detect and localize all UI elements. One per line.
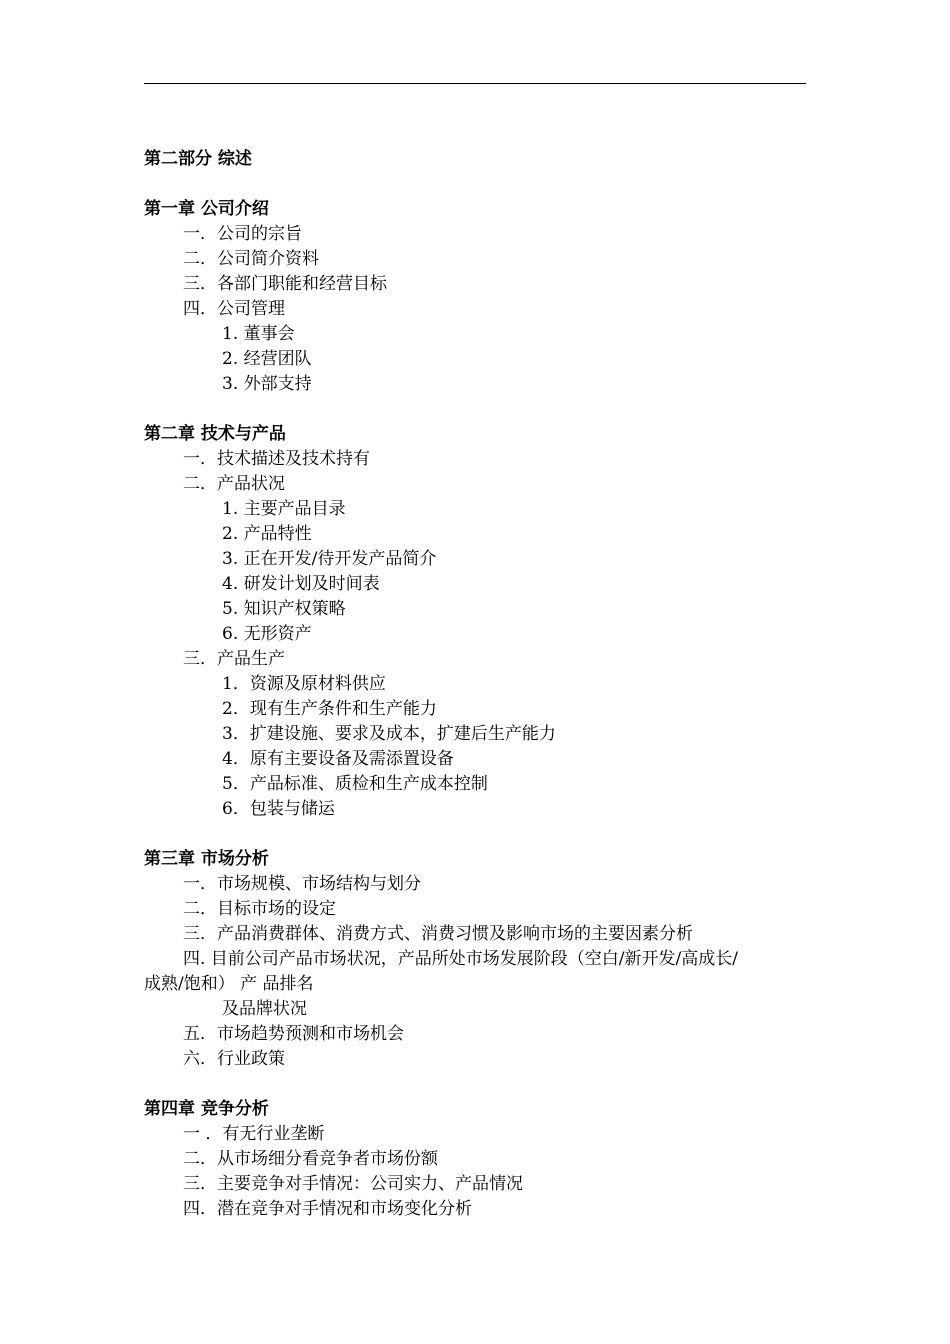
list-item: 四．公司管理: [183, 299, 285, 319]
list-item: 一．市场规模、市场结构与划分: [183, 874, 421, 894]
list-item: 三．产品生产: [183, 649, 285, 669]
list-item: 三．产品消费群体、消费方式、消费习惯及影响市场的主要因素分析: [183, 924, 693, 944]
sub-list-item: 6．包装与储运: [222, 799, 335, 819]
sub-list-item: 5．产品标准、质检和生产成本控制: [222, 774, 488, 794]
list-item: 五．市场趋势预测和市场机会: [183, 1024, 404, 1044]
chapter-4-title: 第四章 竞争分析: [144, 1099, 269, 1119]
sub-list-item: 4．原有主要设备及需添置设备: [222, 749, 454, 769]
list-item: 二．目标市场的设定: [183, 899, 336, 919]
list-item-continuation: 及品牌状况: [222, 999, 307, 1019]
sub-list-item: 3. 外部支持: [222, 374, 312, 394]
list-item: 二．公司简介资料: [183, 249, 319, 269]
chapter-2-title: 第二章 技术与产品: [144, 424, 286, 444]
sub-list-item: 2. 经营团队: [222, 349, 312, 369]
list-item: 一 ．有无行业垄断: [183, 1124, 325, 1144]
sub-list-item: 3. 正在开发/待开发产品简介: [222, 549, 437, 569]
chapter-3-title: 第三章 市场分析: [144, 849, 269, 869]
sub-list-item: 2. 产品特性: [222, 524, 312, 544]
list-item: 二．产品状况: [183, 474, 285, 494]
list-item: 四．潜在竞争对手情况和市场变化分析: [183, 1199, 472, 1219]
sub-list-item: 2．现有生产条件和生产能力: [222, 699, 437, 719]
list-item: 二．从市场细分看竞争者市场份额: [183, 1149, 438, 1169]
list-item: 三．主要竞争对手情况：公司实力、产品情况: [183, 1174, 523, 1194]
list-item: 六．行业政策: [183, 1049, 285, 1069]
list-item: 一．公司的宗旨: [183, 224, 302, 244]
sub-list-item: 1. 主要产品目录: [222, 499, 346, 519]
part-title: 第二部分 综述: [144, 149, 252, 169]
list-item: 四. 目前公司产品市场状况，产品所处市场发展阶段（空白/新开发/高成长/: [183, 949, 738, 969]
sub-list-item: 5. 知识产权策略: [222, 599, 346, 619]
sub-list-item: 1. 董事会: [222, 324, 295, 344]
sub-list-item: 6. 无形资产: [222, 624, 312, 644]
chapter-1-title: 第一章 公司介绍: [144, 199, 269, 219]
list-item: 三．各部门职能和经营目标: [183, 274, 387, 294]
document-body: [144, 147, 808, 1222]
sub-list-item: 4. 研发计划及时间表: [222, 574, 380, 594]
header-rule: [144, 83, 806, 84]
sub-list-item: 1．资源及原材料供应: [222, 674, 386, 694]
sub-list-item: 3．扩建设施、要求及成本，扩建后生产能力: [222, 724, 556, 744]
list-item-continuation: 成熟/饱和） 产 品排名: [144, 974, 314, 994]
list-item: 一．技术描述及技术持有: [183, 449, 370, 469]
